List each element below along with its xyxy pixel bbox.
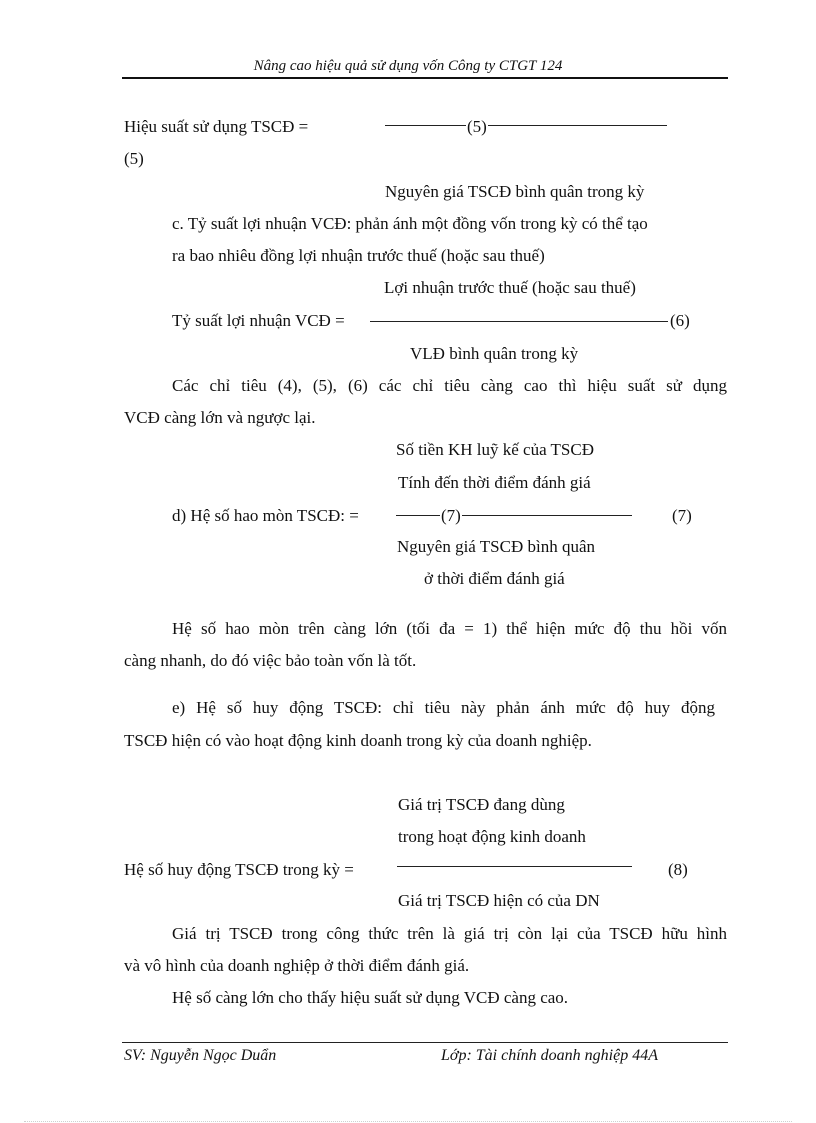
para-c-line1: c. Tỷ suất lợi nhuận VCĐ: phản ánh một đồng vốn trong kỳ có thể tạo bbox=[172, 214, 648, 233]
formula6-numerator: Lợi nhuận trước thuế (hoặc sau thuế) bbox=[384, 278, 636, 297]
para-c-line2: ra bao nhiêu đồng lợi nhuận trước thuế (hoặc sau thuế) bbox=[172, 246, 545, 265]
para-e-line2: TSCĐ hiện có vào hoạt động kinh doanh trong kỳ của doanh nghiệp. bbox=[124, 731, 592, 750]
para-depreciation-line1: Hệ số hao mòn trên càng lớn (tối đa = 1) thể hiện mức độ thu hồi vốn bbox=[172, 619, 727, 638]
formula6-fraction-bar bbox=[370, 321, 668, 322]
formula8-numerator-line1: Giá trị TSCĐ đang dùng bbox=[398, 795, 565, 814]
formula7-inline-number: (7) bbox=[441, 506, 461, 525]
para-last: Hệ số càng lớn cho thấy hiệu suất sử dụng VCĐ càng cao. bbox=[172, 988, 569, 1007]
formula5-number: (5) bbox=[124, 149, 144, 168]
formula8-label: Hệ số huy động TSCĐ trong kỳ = bbox=[124, 860, 354, 879]
formula5-numerator: (5) bbox=[467, 117, 487, 136]
formula7-numerator-line2: Tính đến thời điểm đánh giá bbox=[398, 473, 591, 492]
para-value-line1: Giá trị TSCĐ trong công thức trên là giá trị còn lại của TSCĐ hữu hình bbox=[172, 924, 727, 943]
para-indicators-line2: VCĐ càng lớn và ngược lại. bbox=[124, 408, 316, 427]
formula5-label: Hiệu suất sử dụng TSCĐ = bbox=[124, 117, 309, 136]
footer-rule bbox=[122, 1042, 728, 1043]
para-e-line1: e) Hệ số huy động TSCĐ: chỉ tiêu này phản ánh mức độ huy động bbox=[172, 698, 715, 717]
page-header: Nâng cao hiệu quả sử dụng vốn Công ty CTGT 124 bbox=[253, 58, 563, 74]
formula6-denominator: VLĐ bình quân trong kỳ bbox=[410, 344, 579, 363]
formula8-denominator: Giá trị TSCĐ hiện có của DN bbox=[398, 891, 600, 910]
formula7-denominator-line2: ở thời điểm đánh giá bbox=[424, 569, 565, 588]
formula6-label: Tỷ suất lợi nhuận VCĐ = bbox=[172, 311, 345, 330]
formula6-number: (6) bbox=[670, 311, 690, 330]
footer-student: SV: Nguyễn Ngọc Duẩn bbox=[124, 1047, 277, 1064]
formula5-fraction-bar bbox=[385, 125, 667, 126]
formula7-label: d) Hệ số hao mòn TSCĐ: = bbox=[172, 506, 359, 525]
formula7-numerator-line1: Số tiền KH luỹ kế của TSCĐ bbox=[396, 440, 595, 459]
para-value-line2: và vô hình của doanh nghiệp ở thời điểm đánh giá. bbox=[124, 956, 470, 975]
para-indicators-line1: Các chỉ tiêu (4), (5), (6) các chỉ tiêu càng cao thì hiệu suất sử dụng bbox=[172, 376, 727, 395]
formula8-number: (8) bbox=[668, 860, 688, 879]
formula7-denominator-line1: Nguyên giá TSCĐ bình quân bbox=[397, 537, 596, 556]
footer-class: Lớp: Tài chính doanh nghiệp 44A bbox=[441, 1047, 658, 1064]
formula8-fraction-bar bbox=[397, 866, 632, 867]
page-bottom-edge bbox=[24, 1121, 792, 1122]
formula7-number: (7) bbox=[672, 506, 692, 525]
formula7-fraction-bar bbox=[396, 515, 632, 516]
formula8-numerator-line2: trong hoạt động kinh doanh bbox=[398, 827, 586, 846]
header-rule bbox=[122, 77, 728, 79]
para-depreciation-line2: càng nhanh, do đó việc bảo toàn vốn là tốt. bbox=[124, 651, 417, 670]
formula5-denominator: Nguyên giá TSCĐ bình quân trong kỳ bbox=[385, 182, 645, 201]
